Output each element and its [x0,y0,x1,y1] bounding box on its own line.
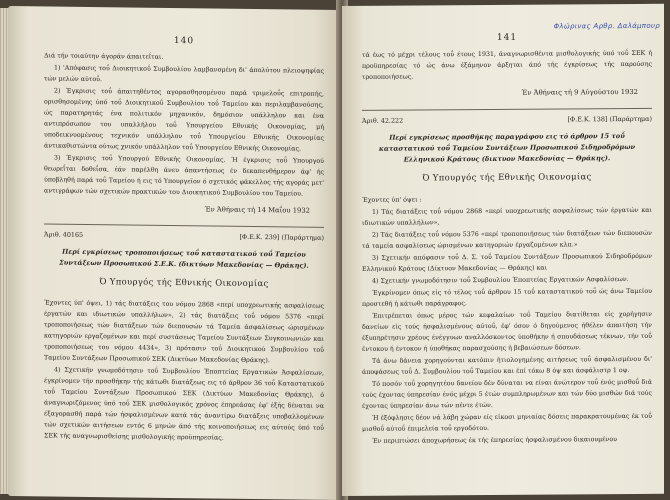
paragraph: Ή έξόφλησις δέον νά λάβη χώραν είς είκοσι μηνιαίας δόσεις παρακρατουμένας έκ τοΰ μισθοΰ αύτοΰ έπιμελεία τοΰ εργοδότου. [362,412,652,433]
paragraph: 3) Έγκρισις τοΰ Υπουργού Εθνικής Οικονομίας. Ή έγκρισις τοΰ Υπουργού θεωρεΐται δοθεΐσα, έάν παρέλθη άνευ άπαντήσεως έν δεκαπενθήμερον άφ' ής ύποβληθή παρά τοΰ Ταμείου ή εις τό Υπουργεϊον ό σχετικός φάκελλος τής αγοράς μετ' αντιγράφων τών σχετικών πρακτικών του Διοικητικού Συμβουλίου του Ταμείου. [44,154,324,198]
article-title: Περί εγκρίσεως τροποποιήσεως τοΰ καταστατικού τοΰ Ταμείου Συντάξεων Προσωπικού Σ.Ε.Κ. (δικτύων Μακεδονίας — Θράκης). [59,247,309,270]
paragraph: Έν περιπτώσει άποχωρήσεως έκ τής έπηρεσίας ήσφαλισμένου δικαιουμένου [372,436,617,445]
article-number: Άριθ. 40165 [44,230,84,239]
right-page [342,4,664,496]
paragraph: Έγκρίνομεν όπως είς τό τέλος τοΰ άρθρου 15 τοΰ καταστατικού τοΰ ώς άνω Ταμείου προστεθή ή κάτωθι παράγραφος. [362,287,652,308]
page-number-right: 141 [496,32,518,43]
left-bottom-text [44,297,324,444]
page-number-left: 140 [173,36,195,47]
right-bottom-text [362,193,652,447]
divider [362,108,652,111]
left-page [8,6,340,500]
left-top-text [44,50,324,199]
divider [44,223,324,227]
paragraph: 2) Τάς διατάξεις τοΰ νόμου 5376 «περί τροποποιήσεως τών διατάξεων τών διεπουσών τά ταμεία ασφαλίσεως ώρισμένων κατηγοριών έργαζομένων κλπ.» [362,229,652,250]
paragraph: 1) Τάς διατάξεις τοΰ νόμου 2868 «περί υποχρεωτικής ασφαλίσεως τών έργατών και ιδιωτικών υπαλλήλων», [362,206,652,227]
article-title: Περί εγκρίσεως προσθήκης παραγράφου εις τό άρθρον 15 τοΰ καταστατικού τοΰ Ταμείου Συντάξεων Προσωπικού Σιδηροδρόμων Ελληνικού Κράτους (δικτυον Μακεδονίας — Θράκης). [378,132,636,164]
ministry-heading: Ό Υπουργός τής Εθνικής Οικονομίας [99,277,269,290]
paragraph: Έπιτρέπεται όπως μέρος τών κεφαλαίων τοΰ Ταμείου διατίθεται είς χορήγησιν δανείων είς τούς ήσφαλισμένους αύτοΰ, έφ' όσον ό δηγούμενος ήθέλεν άπαιτήση τήν έξυπηρέτησιν χρέους ένέγγυων αναλλόσκοντος ύποθήκην ή σπουδάσεως τέκνων, τήν τοΰ έντοκου ή έντοκον ή ύποθήκας παρασχούσης ή βεβαιώσεων δόσεων. [362,310,652,353]
right-top-text [362,48,652,83]
right-article-header [362,115,652,125]
paragraph: Τά άνω δάνεια χορηγούνται κατόπιν ήτιολογημένης αιτήσεως τοΰ άσφαλισμένου δι' άποφάσεως τοΰ Δ. Συμβουλίου τοΰ Ταμείου και έπί τόκω 8 όψ και άσφάλιστρ 1 οψ. [362,355,652,376]
left-article-header [44,230,324,241]
paragraph: Έχοντες ύπ' όψει, 1) τάς διατάξεις του νόμου 2868 «περί υποχρεωτικής ασφαλίσεως έργατών και ιδιωτικών υπαλλήλων», 2) τάς διατάξεις τοΰ νόμου 5376 «περί τροποποιήσεως τών διατάξεων τών διεπουσών τά Ταμεία άσφαλίσεως ώρισμένων κατηγοριών εργαζομένων και περί συστάσεως Ταμείου Συντάξεων Συγκοινωνιών και τροποποιήσεως του νόμου 4434», 3) πρότασιν τοΰ Διοικητικού Συμβουλίου τοΰ Ταμείου Συντάξεων Προσωπικού ΣΕΚ (Δικτύων Μακεδονίας Θράκης). [44,299,324,365]
paragraph: 4) Σχετικήν γνωμοδότησιν τοΰ Συμβουλίου Έποπτείας Εργατικών Ασφαλίσεων. [372,275,629,285]
paragraph: τά έως τό μέχρι τέλους τοΰ έτους 1931, άναγνωρισθέντα μισθολογικής ύπό τοΰ ΣΕΚ ή προϋπηρεσίας τό ώς άνω έξάμηνον άρξηται άπό τής έγκρίσεως τής παρούσης τροποποιήσεως. [362,49,652,81]
paragraph: Διά τήν τοιαύτην άγοράν άπαιτεΐται. [44,52,164,61]
paragraph: 1) 'Απόφασις τοΰ Διοικητικοΰ Συμβουλίου λαμβανομένη δι' άπολύτου πλειοψηφίας τών μελών αύτοΰ. [44,64,324,84]
right-date: Έν Άθήναις τή 9 Αύγούστου 1932 [521,87,638,97]
gazette-reference: [Φ.Ε.Κ. 138] (Παράρτημα) [567,114,652,124]
handwritten-stamp: Φλώρινας Αρθρ. Δαλάμπουρ [553,21,660,31]
paragraph: 3) Σχετικήν απόφασιν τοΰ Δ. Σ. τοΰ Ταμείου Συντάξεων Προσωπικού Σιδηροδρόμων Ελληνικού Κράτους (Δίκτυον Μακεδονίας — Θράκης) και [362,252,652,273]
ministry-heading: Ό Υπουργός τής Εθνικής Οικονομίας [422,172,592,184]
article-number: Άριθ. 42.222 [362,116,404,125]
gazette-reference: [Φ.Ε.Κ. 239] (Παράρτημα) [239,232,324,242]
paragraph: 2) Έγκρισις τοΰ άπαιτηθέντος αγορασθησομένου παρά τριμελοΰς επιτροπής, ορισθησομένης ύπό τοΰ Διοικητικοΰ Συμβουλίου τοΰ Ταμείου και περιλαμβανούσης, ώς παρατηρητάς ένα πολιτικόν μηχανικόν, δημόσιον υπάλληλον και ένα αντιπρόσωπον του υπαλλήλου τοΰ Υπουργείου Εθνικής Οικονομίας, μή υποδεικνυομένους τεχνικόν υπάλληλον τοΰ Υπουργείου Εθνικής Οικονομίας άντικαθιστώντα ούτως χνικόν υπάλληλον τοΰ Υπουργείου Εθνικής Οικονομίας. [44,87,324,153]
paragraph: 4) Σχετικήν γνωμοδότησιν τοΰ Συμβουλίου Έποπτείας Εργατικών Άσφαλίσεων, έγκρίνομεν τήν προσθήκην τής κάτωθι διατάξεως εις τό άρθρον 36 τοΰ Καταστατικού τοΰ Ταμείου Συντάξεων Προσωπικού ΣΕΚ (Δικτύων Μακεδονίας Θράκης), ό άναγνωριζόμενος ύπό τοΰ ΣΕΚ μισθολογικός χρόνος έπηρεάσας έφ' έξής δέναται να έξαγορασθή παρά τών ήσφαλισμένων κατά τάς άναντίρω διατάξεις υποβαλλομένων τών σχετικών αιτήσεων εντός 6 μηνών άπό τής κοινοποιήσεως εις αύτούς ύπό τοΰ ΣΕΚ τής αναγνωρισθείσης μισθολογικής προϋπηρεσίας. [44,366,324,442]
paragraph: Τό ποσόν τοΰ χορηγητέου δανείου δέν δύναται να είναι άνώτερον τοΰ ένός μισθοΰ διά τούς έχοντας ύπηρεσίαν ένός μέχρι 5 έτών συμπληρωμένων και τών δύο μισθών διά τούς έχοντας ύπηρεσίαν άνω τών πέντε έτών. [362,378,652,410]
paragraph: Έχοντες ύπ' όψει : [362,196,422,204]
left-date: Έν Άθήναις τή 14 Μαΐου 1932 [204,205,310,215]
